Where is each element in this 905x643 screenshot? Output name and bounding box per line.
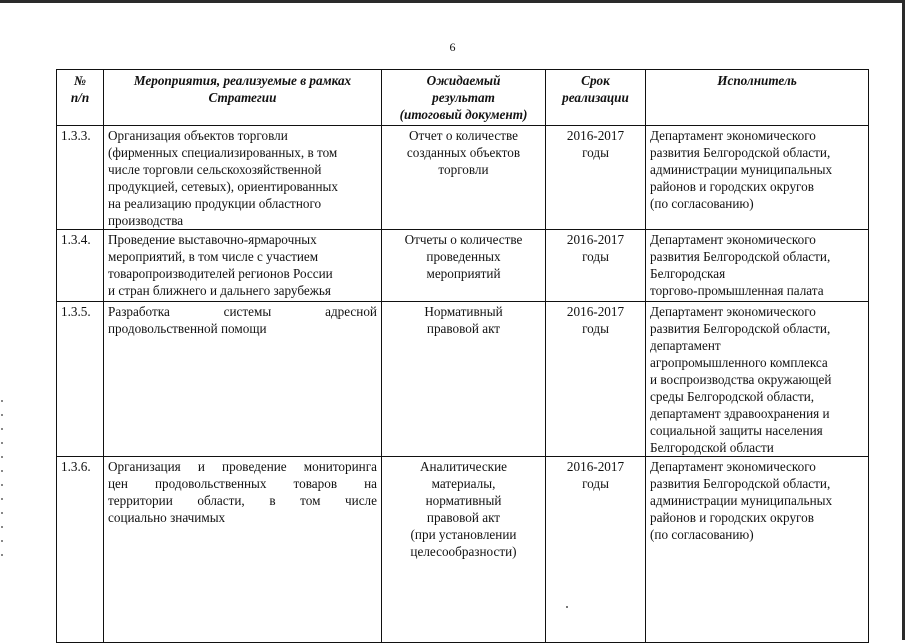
row-term-line: годы bbox=[582, 145, 609, 160]
row-executor bbox=[646, 457, 869, 643]
table-header-row bbox=[57, 70, 869, 126]
row-number: 1.3.4. bbox=[57, 230, 104, 302]
row-term bbox=[546, 302, 646, 457]
row-event-line: цен продовольственных товаров на bbox=[108, 476, 377, 491]
table-row bbox=[57, 457, 869, 643]
row-term-line: 2016-2017 bbox=[566, 459, 625, 474]
row-number: 1.3.5. bbox=[57, 302, 104, 457]
row-event-line: товаропроизводителей регионов России bbox=[108, 266, 333, 281]
row-executor-line: администрации муниципальных bbox=[650, 493, 833, 508]
row-term-line: 2016-2017 bbox=[566, 232, 625, 247]
row-result-line: материалы, bbox=[431, 476, 496, 491]
row-executor-line: (по согласованию) bbox=[650, 196, 754, 211]
row-event-line: числе торговли сельскохозяйственной bbox=[108, 162, 322, 177]
row-result bbox=[382, 457, 546, 643]
row-event-line: социально значимых bbox=[108, 510, 226, 525]
header-num bbox=[57, 70, 104, 126]
row-event-line: (фирменных специализированных, в том bbox=[108, 145, 338, 160]
row-event-line: Разработка системы адресной bbox=[108, 304, 377, 319]
row-result-line: (при установлении bbox=[410, 527, 517, 542]
header-executor-line: Исполнитель bbox=[717, 73, 797, 88]
row-executor-line: развития Белгородской области, bbox=[650, 249, 831, 264]
strategy-measures-table bbox=[56, 69, 869, 643]
row-result-line: нормативный bbox=[425, 493, 502, 508]
row-term bbox=[546, 126, 646, 230]
row-term-line: 2016-2017 bbox=[566, 304, 625, 319]
row-executor-line: Департамент экономического bbox=[650, 304, 816, 319]
header-result bbox=[382, 70, 546, 126]
row-executor-line: Белгородская bbox=[650, 266, 726, 281]
row-executor-line: районов и городских округов bbox=[650, 510, 814, 525]
row-number: 1.3.6. bbox=[57, 457, 104, 643]
row-executor-line: администрации муниципальных bbox=[650, 162, 833, 177]
row-result-line: правовой акт bbox=[426, 321, 501, 336]
header-term-line: реализации bbox=[562, 90, 629, 105]
row-result-line: проведенных bbox=[426, 249, 501, 264]
row-result-line: правовой акт bbox=[426, 510, 501, 525]
row-term bbox=[546, 230, 646, 302]
row-term-line: годы bbox=[582, 476, 609, 491]
scan-edge-marks bbox=[1, 400, 3, 560]
row-event-line: продукцией, сетевых), ориентированных bbox=[108, 179, 338, 194]
table-row bbox=[57, 230, 869, 302]
row-event bbox=[104, 457, 382, 643]
header-event bbox=[104, 70, 382, 126]
row-result bbox=[382, 230, 546, 302]
row-executor-line: Департамент экономического bbox=[650, 459, 816, 474]
row-executor-line: среды Белгородской области, bbox=[650, 389, 815, 404]
row-event-line: мероприятий, в том числе с участием bbox=[108, 249, 319, 264]
row-executor-line: Департамент экономического bbox=[650, 232, 816, 247]
page-number: 6 bbox=[449, 40, 456, 54]
scan-top-border bbox=[0, 0, 905, 3]
row-term-line: годы bbox=[582, 321, 609, 336]
header-term-line: Срок bbox=[581, 73, 610, 88]
row-executor-line: департамент здравоохранения и bbox=[650, 406, 830, 421]
row-result-line: целесообразности) bbox=[410, 544, 517, 559]
row-executor-line: агропромышленного комплекса bbox=[650, 355, 828, 370]
row-result bbox=[382, 302, 546, 457]
header-event-line: Мероприятия, реализуемые в рамках bbox=[133, 73, 352, 88]
row-executor-line: и воспроизводства окружающей bbox=[650, 372, 832, 387]
header-term bbox=[546, 70, 646, 126]
row-executor-line: районов и городских округов bbox=[650, 179, 814, 194]
header-event-line: Стратегии bbox=[208, 90, 277, 105]
row-event-line: на реализацию продукции областного bbox=[108, 196, 322, 211]
row-event-line: территории области, в том числе bbox=[108, 493, 377, 508]
row-result bbox=[382, 126, 546, 230]
row-executor-line: департамент bbox=[650, 338, 721, 353]
row-term bbox=[546, 457, 646, 643]
row-result-line: торговли bbox=[438, 162, 489, 177]
row-result-line: созданных объектов bbox=[406, 145, 521, 160]
header-num-line: № bbox=[73, 73, 87, 88]
row-event-line: производства bbox=[108, 213, 184, 228]
row-event-line: и стран ближнего и дальнего зарубежья bbox=[108, 283, 331, 298]
row-result-line: Аналитические bbox=[420, 459, 507, 474]
row-event-line: Проведение выставочно-ярмарочных bbox=[108, 232, 317, 247]
header-result-line: результат bbox=[432, 90, 495, 105]
header-executor bbox=[646, 70, 869, 126]
header-result-line: (итоговый документ) bbox=[399, 107, 528, 122]
row-executor-line: торгово-промышленная палата bbox=[650, 283, 824, 298]
row-executor bbox=[646, 230, 869, 302]
row-executor bbox=[646, 126, 869, 230]
row-event-line: Организация и проведение мониторинга bbox=[108, 459, 377, 474]
row-executor bbox=[646, 302, 869, 457]
row-executor-line: Департамент экономического bbox=[650, 128, 816, 143]
row-event-line: Организация объектов торговли bbox=[108, 128, 288, 143]
header-result-line: Ожидаемый bbox=[426, 73, 501, 88]
row-result-line: Отчеты о количестве bbox=[404, 232, 523, 247]
row-executor-line: развития Белгородской области, bbox=[650, 145, 831, 160]
row-executor-line: развития Белгородской области, bbox=[650, 321, 831, 336]
row-event bbox=[104, 126, 382, 230]
row-result-line: Отчет о количестве bbox=[409, 128, 518, 143]
table-row bbox=[57, 302, 869, 457]
row-event-line: продовольственной помощи bbox=[108, 321, 267, 336]
row-term-line: 2016-2017 bbox=[566, 128, 625, 143]
row-executor-line: социальной защиты населения bbox=[650, 423, 823, 438]
row-term-line: годы bbox=[582, 249, 609, 264]
row-number: 1.3.3. bbox=[57, 126, 104, 230]
row-executor-line: (по согласованию) bbox=[650, 527, 754, 542]
row-result-line: мероприятий bbox=[426, 266, 501, 281]
row-event bbox=[104, 230, 382, 302]
row-executor-line: развития Белгородской области, bbox=[650, 476, 831, 491]
row-event bbox=[104, 302, 382, 457]
header-num-line: п/п bbox=[70, 90, 90, 105]
row-result-line: Нормативный bbox=[424, 304, 503, 319]
table-row bbox=[57, 126, 869, 230]
row-executor-line: Белгородской области bbox=[650, 440, 774, 455]
